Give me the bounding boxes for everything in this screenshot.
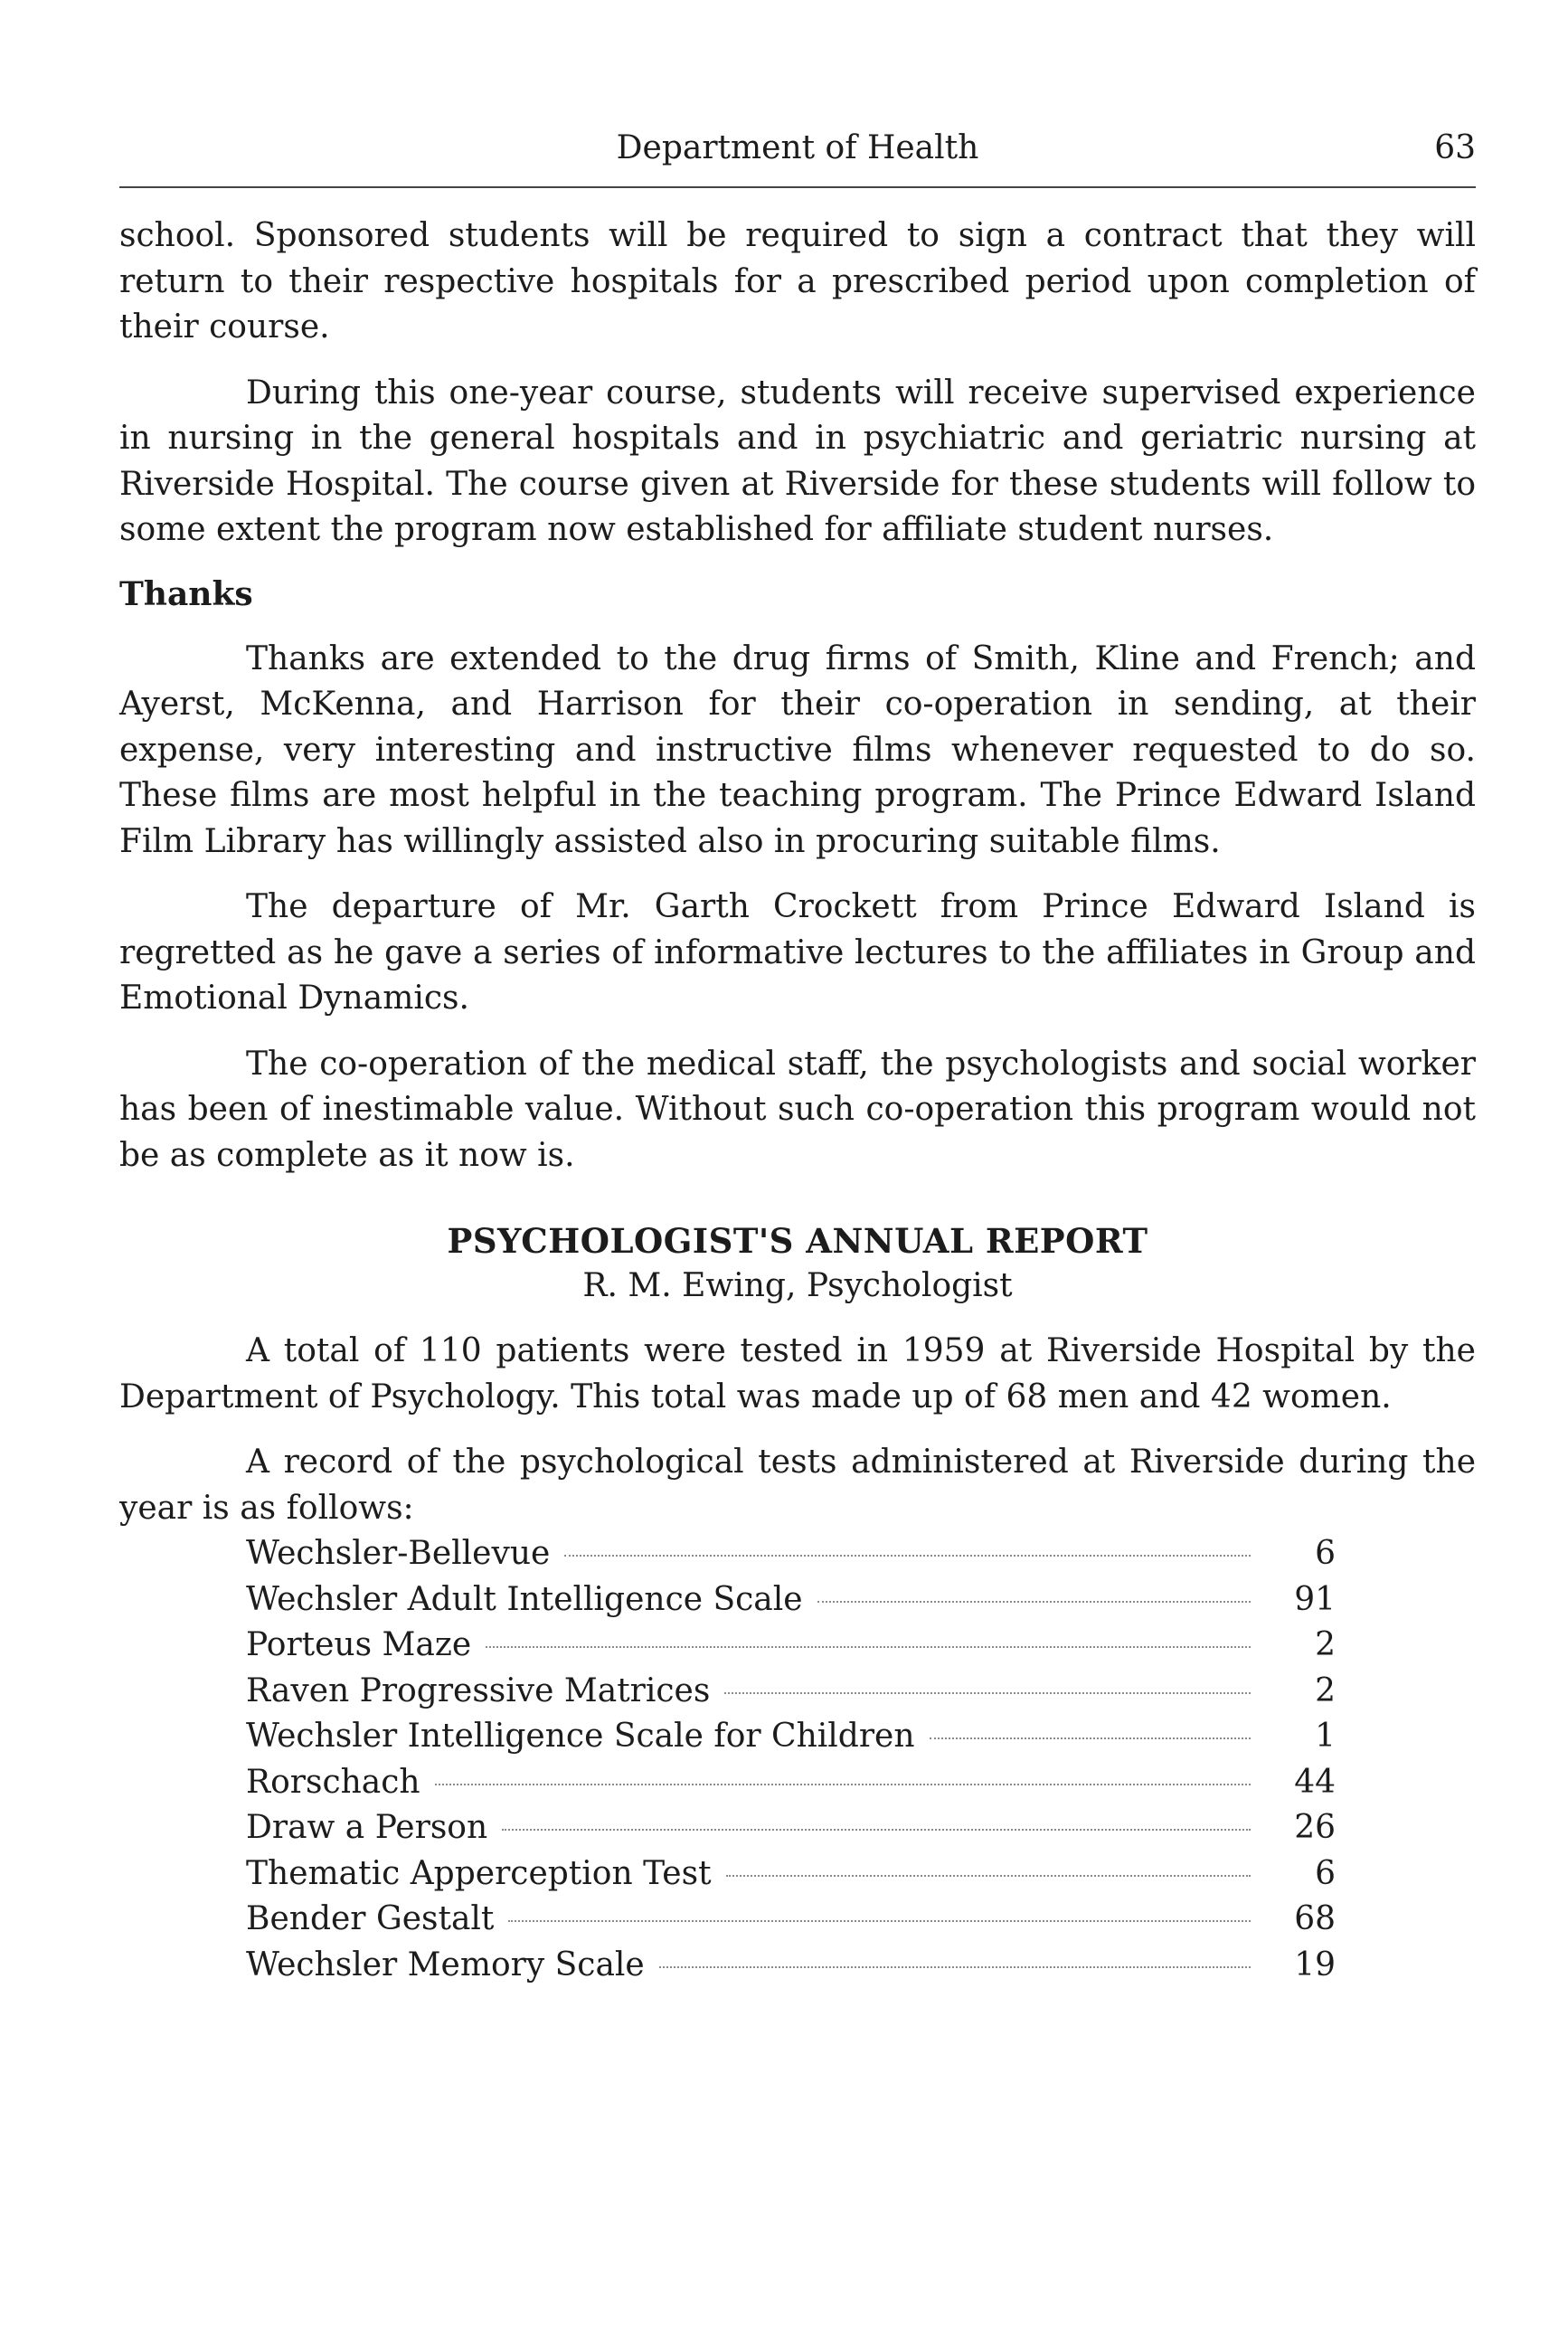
document-page <box>119 127 1476 1988</box>
dot-leader <box>564 1555 1251 1557</box>
test-name: Porteus Maze <box>246 1626 472 1663</box>
paragraph-departure: The departure of Mr. Garth Crockett from Prince Edward Island is regretted as he gave a series of informative lectures to the affiliates in Group and Emotional Dynamics. <box>119 888 1476 1017</box>
test-count: 1 <box>1315 1718 1336 1755</box>
paragraph-thanks: Thanks are extended to the drug firms of Smith, Kline and French; and Ayerst, McKenna, and Harrison for their co-operation in sending, at their expense, very interesting and instructive films whenever requested to do so. These films are most helpful in the teaching program. The Prince Edward Island Film Library has willingly assisted also in procuring suitable films. <box>119 639 1476 860</box>
list-item <box>246 1577 1336 1624</box>
list-item <box>246 1531 1336 1577</box>
list-item <box>246 1669 1336 1715</box>
page-header <box>119 127 1476 188</box>
list-item <box>246 1623 1336 1669</box>
report-title: PSYCHOLOGIST'S ANNUAL REPORT <box>447 1221 1148 1261</box>
test-count: 91 <box>1294 1580 1336 1618</box>
test-name: Rorschach <box>246 1763 420 1801</box>
report-author: R. M. Ewing, Psychologist <box>582 1267 1013 1304</box>
page-number: 63 <box>1434 129 1476 166</box>
test-count: 68 <box>1294 1900 1336 1937</box>
paragraph-contract: school. Sponsored students will be required to sign a contract that they will return to their respective hospitals for a prescribed period upon completion of their course. <box>119 217 1476 346</box>
test-name: Raven Progressive Matrices <box>246 1671 711 1709</box>
test-name: Draw a Person <box>246 1809 488 1846</box>
dot-leader <box>930 1737 1251 1739</box>
dot-leader <box>502 1829 1251 1831</box>
paragraph-cooperation: The co-operation of the medical staff, the psychologists and social worker has been of inestimable value. Without such co-operation this program would not be as complete as it now is. <box>119 1045 1476 1174</box>
test-count: 6 <box>1315 1535 1336 1572</box>
test-name: Wechsler Memory Scale <box>246 1946 645 1983</box>
test-count: 6 <box>1315 1854 1336 1892</box>
list-item <box>246 1760 1336 1806</box>
test-count: 26 <box>1294 1809 1336 1846</box>
test-name: Bender Gestalt <box>246 1900 495 1937</box>
list-item <box>246 1805 1336 1851</box>
paragraph-total-tested: A total of 110 patients were tested in 1959 at Riverside Hospital by the Department of Psychology. This total was made up of 68 men and 42 women. <box>119 1332 1476 1415</box>
list-item <box>246 1897 1336 1943</box>
running-title: Department of Health <box>616 129 979 166</box>
paragraph-course: During this one-year course, students will receive supervised experience in nursing in the general hospitals and in psychiatric and geriatric nursing at Riverside Hospital. The course given at Riverside for these students will follow to some extent the program now established for affiliate student nurses. <box>119 374 1476 548</box>
dot-leader <box>435 1784 1251 1785</box>
test-name: Thematic Apperception Test <box>246 1854 712 1892</box>
list-item <box>246 1943 1336 1989</box>
list-item <box>246 1714 1336 1760</box>
dot-leader <box>817 1601 1251 1603</box>
dot-leader <box>508 1920 1251 1922</box>
test-count: 44 <box>1294 1763 1336 1801</box>
thanks-heading: Thanks <box>119 574 253 613</box>
test-count: 19 <box>1294 1946 1336 1983</box>
dot-leader <box>659 1966 1251 1968</box>
test-name: Wechsler Adult Intelligence Scale <box>246 1580 803 1618</box>
test-count: 2 <box>1315 1626 1336 1663</box>
list-item <box>246 1851 1336 1898</box>
test-list <box>246 1531 1336 1988</box>
test-name: Wechsler-Bellevue <box>246 1535 551 1572</box>
test-count: 2 <box>1315 1671 1336 1709</box>
dot-leader <box>486 1646 1251 1648</box>
dot-leader <box>724 1692 1251 1694</box>
dot-leader <box>726 1875 1251 1877</box>
test-name: Wechsler Intelligence Scale for Children <box>246 1718 915 1755</box>
paragraph-test-record: A record of the psychological tests administered at Riverside during the year is as follows: <box>119 1444 1476 1527</box>
